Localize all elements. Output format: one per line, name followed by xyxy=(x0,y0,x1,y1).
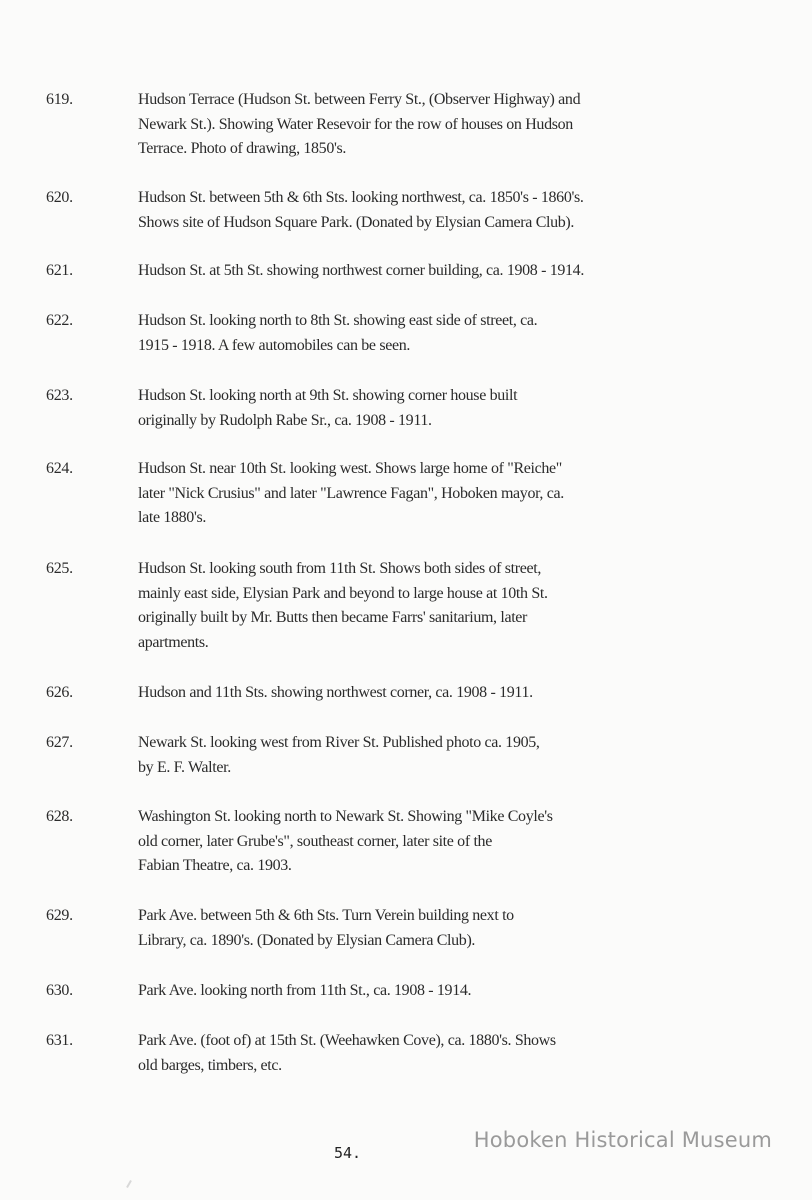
entry-number: 627. xyxy=(46,734,73,751)
entry-number: 629. xyxy=(46,907,73,924)
entry-description: Hudson St. looking north at 9th St. showing corner house built originally by Rudolph Rabe Sr., ca. 1908 - 1911. xyxy=(138,387,518,429)
entry-description: Hudson St. looking south from 11th St. Shows both sides of street, mainly east side, Elysian Park and beyond to large house at 10th St. originally built by Mr. Butts then became Farrs' sanitarium, later apartments. xyxy=(138,560,548,651)
entry-number: 619. xyxy=(46,91,73,108)
entry-description: Park Ave. (foot of) at 15th St. (Weehawken Cove), ca. 1880's. Shows old barges, timbers, etc. xyxy=(138,1032,556,1074)
entry-number: 631. xyxy=(46,1032,73,1049)
entry-number: 624. xyxy=(46,460,73,477)
entry-number: 625. xyxy=(46,560,73,577)
entry-number: 622. xyxy=(46,312,73,329)
entry-number: 628. xyxy=(46,808,73,825)
paper-speck xyxy=(126,1180,132,1188)
entry-number: 620. xyxy=(46,189,73,206)
entry-description: Hudson St. near 10th St. looking west. Shows large home of "Reiche" later "Nick Crusius" and later "Lawrence Fagan", Hoboken mayor, ca. late 1880's. xyxy=(138,460,564,526)
entry-description: Hudson St. at 5th St. showing northwest corner building, ca. 1908 - 1914. xyxy=(138,262,584,279)
entry-description: Washington St. looking north to Newark St. Showing "Mike Coyle's old corner, later Grube's", southeast corner, later site of the Fabian Theatre, ca. 1903. xyxy=(138,808,553,874)
entry-number: 630. xyxy=(46,982,73,999)
entry-description: Hudson and 11th Sts. showing northwest corner, ca. 1908 - 1911. xyxy=(138,684,533,701)
entry-description: Newark St. looking west from River St. Published photo ca. 1905, by E. F. Walter. xyxy=(138,734,540,776)
entry-number: 623. xyxy=(46,387,73,404)
entry-description: Hudson Terrace (Hudson St. between Ferry St., (Observer Highway) and Newark St.). Showing Water Resevoir for the row of houses on Hudson Terrace. Photo of drawing, 1850's. xyxy=(138,91,581,157)
page-number: 54. xyxy=(334,1144,362,1162)
entry-description: Hudson St. looking north to 8th St. showing east side of street, ca. 1915 - 1918. A few automobiles can be seen. xyxy=(138,312,538,354)
entry-description: Hudson St. between 5th & 6th Sts. looking northwest, ca. 1850's - 1860's. Shows site of Hudson Square Park. (Donated by Elysian Camera Club). xyxy=(138,189,584,231)
entry-number: 626. xyxy=(46,684,73,701)
museum-watermark: Hoboken Historical Museum xyxy=(473,1128,772,1152)
entry-number: 621. xyxy=(46,262,73,279)
entry-description: Park Ave. looking north from 11th St., ca. 1908 - 1914. xyxy=(138,982,472,999)
entry-description: Park Ave. between 5th & 6th Sts. Turn Verein building next to Library, ca. 1890's. (Donated by Elysian Camera Club). xyxy=(138,907,514,949)
